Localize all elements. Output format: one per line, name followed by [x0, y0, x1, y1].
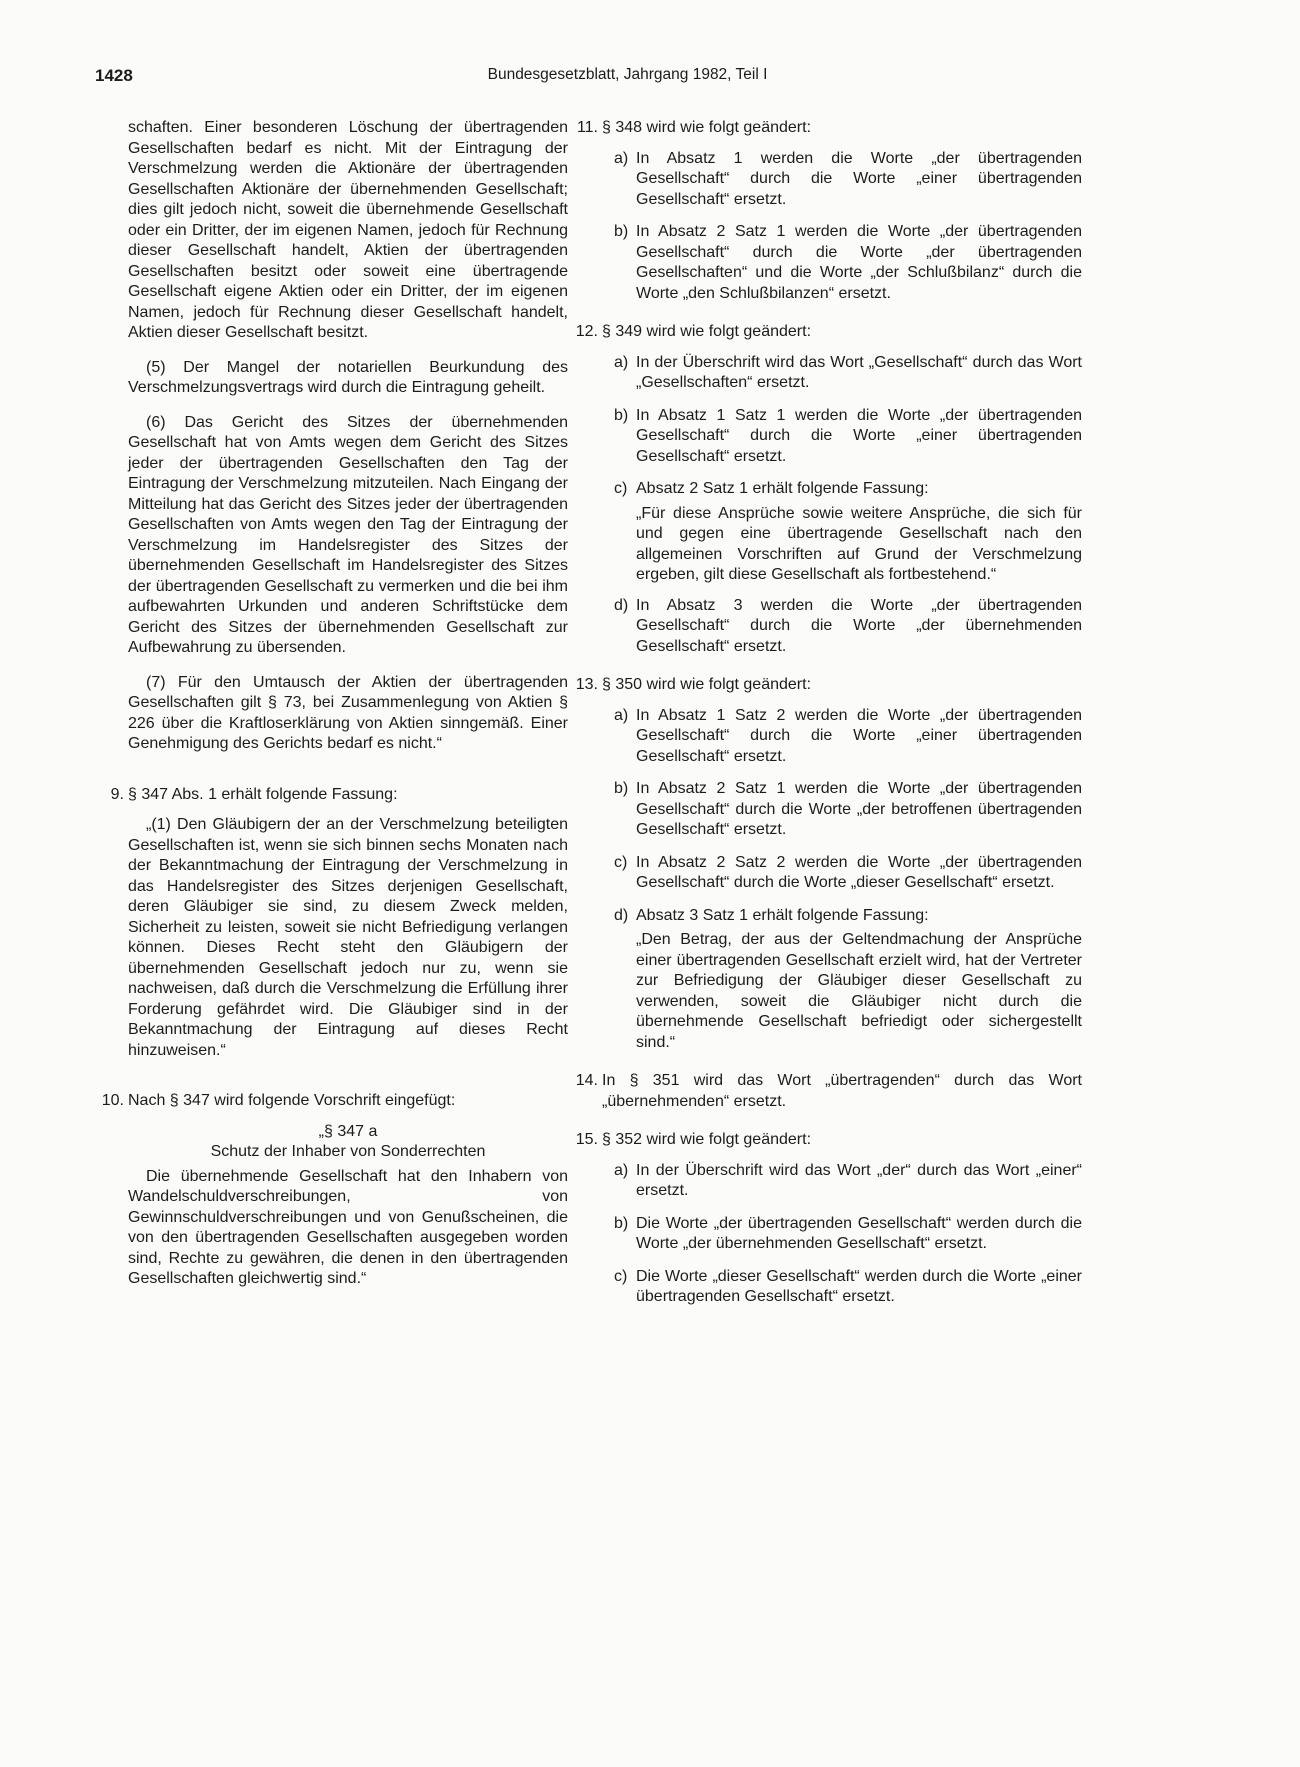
item-heading: § 349 wird wie folgt geändert:	[602, 323, 812, 340]
sub-letter: d)	[614, 596, 629, 614]
sub-item-c	[614, 479, 1082, 500]
sub-item-d	[614, 596, 1082, 658]
sub-text: Die Worte „der übertragenden Gesellschaft“ werden durch die Worte „der übernehmenden Gesellschaft“ ersetzt.	[636, 1214, 1082, 1252]
item-heading: § 348 wird wie folgt geändert:	[602, 119, 812, 136]
item-number: 10.	[101, 1092, 124, 1109]
sub-item-b	[614, 779, 1082, 841]
sub-item-b	[614, 222, 1082, 304]
sub-letter: c)	[614, 480, 628, 497]
sub-text: In Absatz 1 werden die Worte „der übertragenden Gesellschaft“ durch die Worte „einer übertragenden Gesellschaft“ ersetzt.	[636, 149, 1082, 208]
left-column	[101, 118, 568, 1304]
section-title: Schutz der Inhaber von Sonderrechten	[210, 1143, 486, 1160]
sub-item-d-quote: „Den Betrag, der aus der Geltendmachung der Ansprüche einer übertragenden Gesellschaft erzielt wird, hat der Vertreter zur Befriedigung der Gläubiger dieser Gesellschaft zu verwenden, soweit die Gläubiger nicht durch die übernehmende Gesellschaft befriedigt oder sichergestellt sind.“	[636, 931, 1082, 1051]
sub-text: In Absatz 3 werden die Worte „der übertragenden Gesellschaft“ durch die Worte „der übernehmenden Gesellschaft“ ersetzt.	[636, 596, 1082, 655]
item-heading: § 347 Abs. 1 erhält folgende Fassung:	[128, 785, 398, 803]
sub-text: Die Worte „dieser Gesellschaft“ werden durch die Worte „einer übertragenden Gesellschaft“ ersetzt.	[636, 1267, 1082, 1305]
item-13	[575, 675, 1082, 696]
right-column	[575, 118, 1082, 1320]
sub-text: In Absatz 2 Satz 1 werden die Worte „der übertragenden Gesellschaft“ durch die Worte „der betroffenen übertragenden Gesellschaft“ ersetzt.	[636, 780, 1082, 838]
sub-text: In Absatz 1 Satz 2 werden die Worte „der übertragenden Gesellschaft“ durch die Worte „einer übertragenden Gesellschaft“ ersetzt.	[636, 706, 1082, 765]
sub-letter: a)	[614, 706, 629, 724]
sub-text: In Absatz 1 Satz 1 werden die Worte „der übertragenden Gesellschaft“ durch die Worte „einer übertragenden Gesellschaft“ ersetzt.	[636, 406, 1082, 465]
paragraph-5: (5) Der Mangel der notariellen Beurkundung des Verschmelzungsvertrags wird durch die Eintragung geheilt.	[128, 358, 568, 396]
item-12	[575, 322, 1082, 343]
paragraph-6: (6) Das Gericht des Sitzes der übernehmenden Gesellschaft hat von Amts wegen dem Gericht des Sitzes jeder der übertragenden Gesellschaften den Tag der Eintragung der Verschmelzung mitzuteilen. Nach Eingang der Mitteilung hat das Gericht des Sitzes jeder der übertragenden Gesellschaften von Amts wegen den Tag der Eintragung der Verschmelzung im Handelsregister des Sitzes der übernehmenden Gesellschaft im Handelsregister des Sitzes der übertragenden Gesellschaft zu vermerken und die bei ihm aufbewahrten Urkunden und anderen Schriftstücke dem Gericht des Sitzes der übernehmenden Gesellschaft zur Aufbewahrung zu übersenden.	[128, 413, 568, 656]
sub-item-b	[614, 406, 1082, 468]
sub-item-c	[614, 853, 1082, 894]
item-10	[101, 1091, 568, 1112]
sub-letter: b)	[614, 780, 629, 797]
sub-item-d	[614, 906, 1082, 927]
sub-item-b	[614, 1214, 1082, 1255]
item-heading: § 352 wird wie folgt geändert:	[602, 1131, 812, 1148]
section-number: „§ 347 a	[318, 1122, 378, 1140]
sub-letter: d)	[614, 906, 629, 924]
sub-text: In der Überschrift wird das Wort „der“ durch das Wort „einer“ ersetzt.	[636, 1161, 1082, 1199]
sub-item-c-quote: „Für diese Ansprüche sowie weitere Ansprüche, die sich für und gegen eine übertragende Gesellschaft nach den allgemeinen Vorschriften auf Grund der Verschmelzung ergeben, gilt diese Gesellschaft als fortbestehend.“	[636, 504, 1082, 583]
item-15	[575, 1130, 1082, 1151]
item-number: 14.	[575, 1072, 598, 1089]
sub-letter: a)	[614, 1161, 629, 1179]
sub-text: In der Überschrift wird das Wort „Gesellschaft“ durch das Wort „Gesellschaften“ ersetzt.	[636, 353, 1082, 391]
sub-text: In Absatz 2 Satz 2 werden die Worte „der übertragenden Gesellschaft“ durch die Worte „dieser Gesellschaft“ ersetzt.	[636, 853, 1082, 891]
paragraph-7: (7) Für den Umtausch der Aktien der übertragenden Gesellschaften gilt § 73, bei Zusammenlegung von Aktien § 226 über die Kraftloserklärung von Aktien sinngemäß. Einer Genehmigung des Gerichts bedarf es nicht.“	[128, 673, 568, 752]
sub-text: In Absatz 2 Satz 1 werden die Worte „der übertragenden Gesellschaft“ durch die Worte „der übertragenden Gesellschaften“ und die Worte „der Schlußbilanz“ durch die Worte „den Schlußbilanzen“ ersetzt.	[636, 223, 1082, 302]
sub-letter: a)	[614, 149, 629, 167]
item-number: 9.	[110, 785, 124, 803]
sub-item-c	[614, 1267, 1082, 1308]
item-number: 15.	[575, 1131, 598, 1148]
sub-text: Absatz 3 Satz 1 erhält folgende Fassung:	[636, 906, 929, 924]
sub-letter: b)	[614, 223, 629, 240]
sub-letter: c)	[614, 853, 628, 871]
sub-item-a	[614, 149, 1082, 211]
item-number: 12.	[575, 323, 598, 340]
item-9	[110, 785, 568, 806]
item-number: 13.	[575, 676, 598, 693]
item-9-quote: „(1) Den Gläubigern der an der Verschmelzung beteiligten Gesellschaften ist, wenn sie sich binnen sechs Monaten nach der Bekanntmachung der Eintragung der Verschmelzung in das Handelsregister des Sitzes derjenigen Gesellschaft, deren Gläubiger sie sind, zu diesem Zweck melden, Sicherheit zu leisten, soweit sie nicht Befriedigung verlangen können. Dieses Recht steht den Gläubigern der übernehmenden Gesellschaft jedoch nur zu, wenn sie nachweisen, daß durch die Verschmelzung die Erfüllung ihrer Forderung gefährdet wird. Die Gläubiger sind in der Bekanntmachung der Eintragung auf dieses Recht hinzuweisen.“	[128, 816, 568, 1059]
item-number: 11.	[576, 119, 598, 136]
item-text: In § 351 wird das Wort „übertragenden“ durch das Wort „übernehmenden“ ersetzt.	[602, 1072, 1082, 1110]
item-heading: § 350 wird wie folgt geändert:	[602, 676, 812, 693]
paragraph-continuation: schaften. Einer besonderen Löschung der übertragenden Gesellschaften bedarf es nicht. Mit der Eintragung der Verschmelzung werden die Aktionäre der übertragenden Gesellschaften Aktionäre der übernehmenden Gesellschaft; dies gilt jedoch nicht, soweit die übernehmende Gesellschaft oder ein Dritter, der im eigenen Namen, jedoch für Rechnung dieser Gesellschaft handelt, Aktien der übertragenden Gesellschaften besitzt oder soweit eine übertragende Gesellschaft eigene Aktien oder ein Dritter, der im eigenen Namen, jedoch für Rechnung dieser Gesellschaft handelt, Aktien dieser Gesellschaft besitzt.	[128, 119, 568, 341]
sub-letter: c)	[614, 1267, 628, 1285]
sub-item-a	[614, 353, 1082, 394]
sub-letter: a)	[614, 353, 629, 371]
sub-letter: b)	[614, 1214, 629, 1232]
section-text: Die übernehmende Gesellschaft hat den Inhabern von Wandelschuldverschreibungen, von Gewinnschuldverschreibungen und von Genußscheinen, die von den übertragenden Gesellschaften ausgegeben worden sind, Rechte zu gewähren, die denen in den übertragenden Gesellschaften gleichwertig sind.“	[128, 1167, 568, 1287]
sub-letter: b)	[614, 406, 629, 424]
item-14	[575, 1071, 1082, 1112]
sub-item-a	[614, 706, 1082, 768]
page-number: 1428	[95, 66, 133, 85]
item-11	[576, 118, 1082, 139]
item-heading: Nach § 347 wird folgende Vorschrift eingefügt:	[128, 1092, 456, 1109]
journal-title: Bundesgesetzblatt, Jahrgang 1982, Teil I	[487, 66, 768, 83]
page-header	[95, 66, 1160, 90]
sub-item-a	[614, 1161, 1082, 1202]
sub-text: Absatz 2 Satz 1 erhält folgende Fassung:	[636, 480, 929, 497]
